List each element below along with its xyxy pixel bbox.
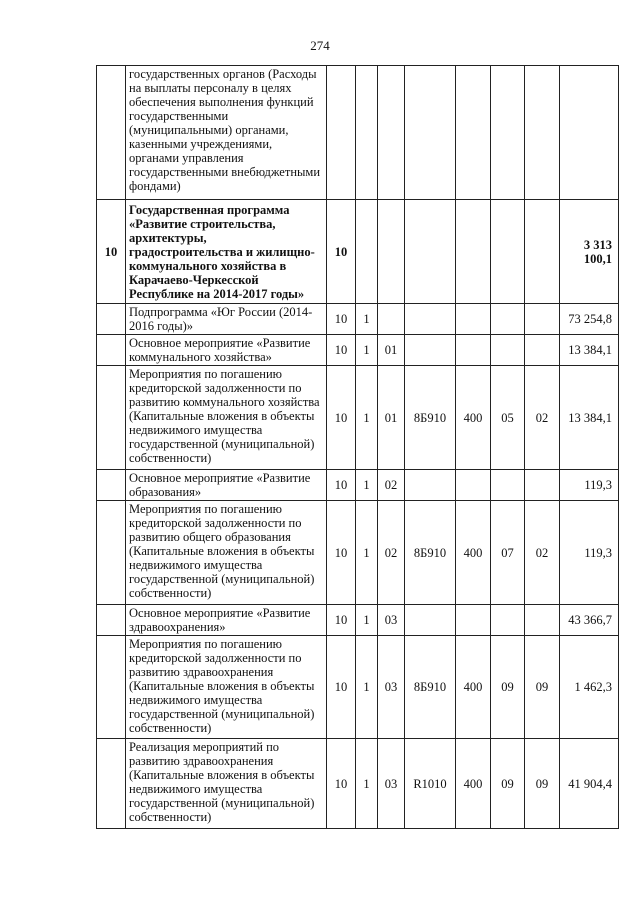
subsection-cell (525, 66, 560, 200)
subsection-cell: 02 (525, 366, 560, 470)
subprogram-code-cell: 1 (356, 470, 378, 501)
row-name-cell: Реализация мероприятий по развитию здравоохранения (Капитальные вложения в объекты недвижимого имущества государственной (муниципальной) собственности) (126, 739, 327, 829)
subsection-cell (525, 335, 560, 366)
row-number-cell (97, 304, 126, 335)
section-cell (491, 470, 525, 501)
row-number-cell (97, 470, 126, 501)
direction-code-cell (405, 66, 456, 200)
amount-cell: 1 462,3 (560, 636, 619, 739)
direction-code-cell (405, 605, 456, 636)
row-name-cell: Государственная программа «Развитие строительства, архитектуры, градостроительства и жилищно-коммунального хозяйства в Карачаево-Черкесской Республике на 2014-2017 годы» (126, 200, 327, 304)
subsection-cell: 09 (525, 636, 560, 739)
table-row (97, 66, 619, 200)
program-code-cell: 10 (327, 605, 356, 636)
table-row (97, 605, 619, 636)
direction-code-cell: R1010 (405, 739, 456, 829)
row-number-cell (97, 636, 126, 739)
row-number-cell (97, 739, 126, 829)
program-code-cell: 10 (327, 636, 356, 739)
program-code-cell: 10 (327, 739, 356, 829)
direction-code-cell (405, 304, 456, 335)
section-cell: 05 (491, 366, 525, 470)
subprogram-code-cell: 1 (356, 304, 378, 335)
expense-type-cell (456, 335, 491, 366)
measure-code-cell (378, 200, 405, 304)
subsection-cell (525, 200, 560, 304)
section-cell (491, 605, 525, 636)
row-number-cell (97, 605, 126, 636)
table-row (97, 501, 619, 605)
expense-type-cell (456, 304, 491, 335)
section-cell: 09 (491, 739, 525, 829)
expense-type-cell: 400 (456, 636, 491, 739)
subprogram-code-cell: 1 (356, 501, 378, 605)
subprogram-code-cell: 1 (356, 366, 378, 470)
program-code-cell: 10 (327, 470, 356, 501)
table-row (97, 636, 619, 739)
measure-code-cell: 03 (378, 739, 405, 829)
expense-type-cell (456, 605, 491, 636)
row-number-cell: 10 (97, 200, 126, 304)
subsection-cell (525, 304, 560, 335)
subsection-cell: 02 (525, 501, 560, 605)
program-code-cell: 10 (327, 335, 356, 366)
measure-code-cell (378, 66, 405, 200)
direction-code-cell (405, 470, 456, 501)
subprogram-code-cell: 1 (356, 605, 378, 636)
row-name-cell: Подпрограмма «Юг России (2014-2016 годы)» (126, 304, 327, 335)
table-row (97, 200, 619, 304)
expense-type-cell (456, 470, 491, 501)
amount-cell: 119,3 (560, 501, 619, 605)
program-code-cell: 10 (327, 304, 356, 335)
expense-type-cell: 400 (456, 366, 491, 470)
measure-code-cell: 03 (378, 636, 405, 739)
expense-type-cell (456, 66, 491, 200)
row-name-cell: Мероприятия по погашению кредиторской задолженности по развитию здравоохранения (Капитальные вложения в объекты недвижимого имущества государственной (муниципальной) собственности) (126, 636, 327, 739)
amount-cell (560, 66, 619, 200)
program-code-cell: 10 (327, 366, 356, 470)
row-name-cell: Мероприятия по погашению кредиторской задолженности по развитию коммунального хозяйства (Капитальные вложения в объекты недвижимого имущества государственной (муниципальной) собственности) (126, 366, 327, 470)
program-code-cell (327, 66, 356, 200)
subprogram-code-cell (356, 200, 378, 304)
row-number-cell (97, 66, 126, 200)
direction-code-cell (405, 335, 456, 366)
program-code-cell: 10 (327, 200, 356, 304)
table-row (97, 304, 619, 335)
subprogram-code-cell (356, 66, 378, 200)
measure-code-cell (378, 304, 405, 335)
section-cell (491, 335, 525, 366)
measure-code-cell: 03 (378, 605, 405, 636)
table-row (97, 739, 619, 829)
direction-code-cell: 8Б910 (405, 636, 456, 739)
amount-cell: 3 313 100,1 (560, 200, 619, 304)
section-cell (491, 200, 525, 304)
expense-type-cell (456, 200, 491, 304)
amount-cell: 41 904,4 (560, 739, 619, 829)
subprogram-code-cell: 1 (356, 335, 378, 366)
direction-code-cell (405, 200, 456, 304)
row-number-cell (97, 501, 126, 605)
row-name-cell: Основное мероприятие «Развитие коммунального хозяйства» (126, 335, 327, 366)
table-row (97, 335, 619, 366)
direction-code-cell: 8Б910 (405, 501, 456, 605)
section-cell: 07 (491, 501, 525, 605)
subprogram-code-cell: 1 (356, 739, 378, 829)
section-cell (491, 66, 525, 200)
subsection-cell (525, 470, 560, 501)
expense-type-cell: 400 (456, 501, 491, 605)
amount-cell: 13 384,1 (560, 366, 619, 470)
page-number: 274 (310, 38, 330, 53)
budget-table (96, 65, 619, 829)
table-row (97, 366, 619, 470)
section-cell: 09 (491, 636, 525, 739)
section-cell (491, 304, 525, 335)
expense-type-cell: 400 (456, 739, 491, 829)
amount-cell: 119,3 (560, 470, 619, 501)
program-code-cell: 10 (327, 501, 356, 605)
subsection-cell (525, 605, 560, 636)
amount-cell: 13 384,1 (560, 335, 619, 366)
amount-cell: 43 366,7 (560, 605, 619, 636)
measure-code-cell: 01 (378, 335, 405, 366)
measure-code-cell: 01 (378, 366, 405, 470)
subprogram-code-cell: 1 (356, 636, 378, 739)
row-number-cell (97, 335, 126, 366)
subsection-cell: 09 (525, 739, 560, 829)
row-number-cell (97, 366, 126, 470)
table-row (97, 470, 619, 501)
measure-code-cell: 02 (378, 501, 405, 605)
row-name-cell: Основное мероприятие «Развитие здравоохранения» (126, 605, 327, 636)
row-name-cell: Мероприятия по погашению кредиторской задолженности по развитию общего образования (Капитальные вложения в объекты недвижимого имущества государственной (муниципальной) собственности) (126, 501, 327, 605)
row-name-cell: государственных органов (Расходы на выплаты персоналу в целях обеспечения выполнения функций государственными (муниципальными) органами, казенными учреждениями, органами управления государственными внебюджетными фондами) (126, 66, 327, 200)
measure-code-cell: 02 (378, 470, 405, 501)
amount-cell: 73 254,8 (560, 304, 619, 335)
row-name-cell: Основное мероприятие «Развитие образования» (126, 470, 327, 501)
direction-code-cell: 8Б910 (405, 366, 456, 470)
